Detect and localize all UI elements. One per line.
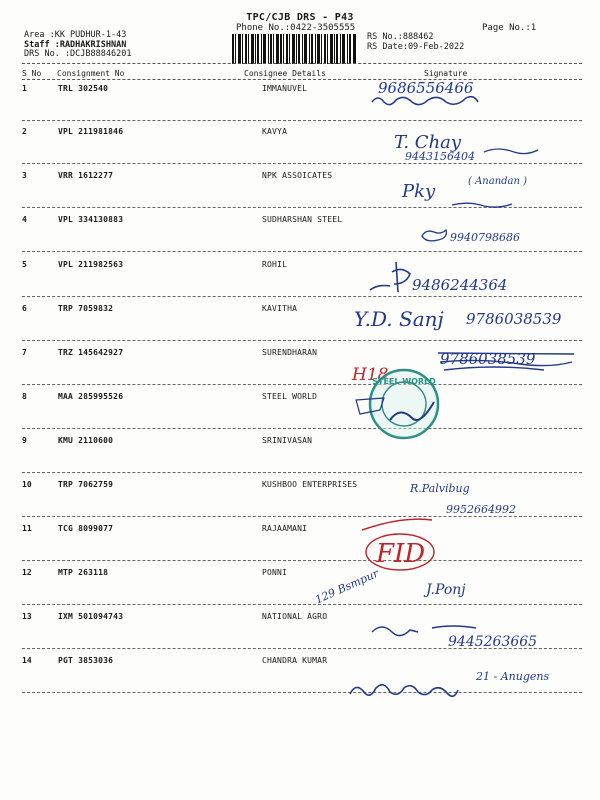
row-sno: 6 [22,304,27,313]
row-consignment: VPL 334130883 [58,215,124,224]
col-header-sno: S No [22,69,42,78]
signature-phone-row6: 9786038539 [466,310,562,328]
signature-note-row12: 129 Bsmpur [313,566,381,607]
signature-name-row2: T. Chay [394,132,462,153]
row-sno: 10 [22,480,32,489]
row-consignee: PONNI [262,568,288,577]
signature-phone-row4: 9940798686 [450,231,520,244]
row-sno: 1 [22,84,27,93]
signature-stroke-row3 [452,203,512,207]
rs-number-line: RS No.:888462 [367,32,434,42]
signature-name-row3: Pky [402,181,436,202]
row-consignment: VPL 211981846 [58,127,124,136]
signature-phone-row10: 9952664992 [446,503,516,516]
signature-name-row10: R.Palvibug [410,482,470,495]
row-sno: 5 [22,260,27,269]
staff-line: Staff :RADHAKRISHNAN [24,39,127,50]
red-stroke-row11 [362,519,432,530]
row-consignment: VRR 1612277 [58,171,114,180]
row-consignment: MAA 285995526 [58,392,124,401]
row-sno: 3 [22,171,27,180]
signature-scribble-row1 [372,97,478,105]
row-consignment: IXM 501094743 [58,612,124,621]
signature-mark-row7: H18 [352,365,389,385]
signature-note-row14: 21 - Anugens [476,670,550,683]
row-consignment: TCG 8099077 [58,524,114,533]
signature-stroke-row2 [484,149,538,154]
row-consignee: KAVYA [262,127,288,136]
row-consignee: CHANDRA KUMAR [262,656,328,665]
signature-name-row12: J.Ponj [426,582,466,598]
stamp-text: STEEL WORLD [372,377,436,386]
row-consignment: TRP 7059832 [58,304,114,313]
row-consignment: PGT 3853036 [58,656,114,665]
row-sno: 13 [22,612,32,621]
row-consignee: ROHIL [262,260,288,269]
row-consignee: KAVITHA [262,304,298,313]
row-consignment: TRL 302540 [58,84,109,93]
row-consignee: NPK ASSOICATES [262,171,333,180]
signature-phone-row13: 9445263665 [448,634,538,650]
drs-number-line: DRS No. :DCJB88846201 [24,49,132,59]
row-consignment: TRP 7062759 [58,480,114,489]
row-consignee: STEEL WORLD [262,392,318,401]
col-header-consignee: Consignee Details [244,69,326,78]
row-consignment: TRZ 145642927 [58,348,124,357]
row-sno: 4 [22,215,27,224]
row-consignee: SUDHARSHAN STEEL [262,215,343,224]
row-consignee: RAJAAMANI [262,524,308,533]
rs-date-line: RS Date:09-Feb-2022 [367,41,465,52]
row-consignee: SURENDHARAN [262,348,318,357]
phone-number: Phone No.:0422-3505555 [236,23,356,33]
col-header-consignment: Consignment No [57,69,125,78]
row-sno: 2 [22,127,27,136]
signature-scribble-row5 [370,262,410,292]
col-header-signature: Signature [424,69,468,78]
signature-name-row6: Y.D. Sanj [354,307,444,331]
row-sno: 9 [22,436,27,445]
row-sno: 8 [22,392,27,401]
row-sno: 14 [22,656,32,665]
row-consignee: KUSHBOO ENTERPRISES [262,480,358,489]
signature-phone-row1: 9686556466 [378,79,474,97]
signature-phone-row5: 9486244364 [412,276,508,294]
row-sno: 11 [22,524,32,533]
signature-phone-row7: 9786038539 [440,350,536,368]
row-sno: 12 [22,568,32,577]
row-consignee: SRINIVASAN [262,436,313,445]
signature-phone-row2: 9443156404 [405,150,475,163]
signature-mark-row11: FID [376,539,426,569]
page-number: Page No.:1 [482,23,537,33]
signature-note-row3: ( Anandan ) [468,176,528,187]
row-sno: 7 [22,348,27,357]
signature-scribble-row4 [422,230,446,241]
row-consignment: KMU 2110600 [58,436,114,445]
row-consignment: MTP 263118 [58,568,109,577]
steel-world-stamp [370,370,438,438]
row-consignee: NATIONAL AGRO [262,612,328,621]
row-consignment: VPL 211982563 [58,260,124,269]
row-consignee: IMMANUVEL [262,84,308,93]
sheet-title: TPC/CJB DRS - P43 [246,12,354,23]
signature-scribble-row14 [350,685,458,696]
area-line: Area :KK PUDHUR-1-43 [24,30,127,40]
